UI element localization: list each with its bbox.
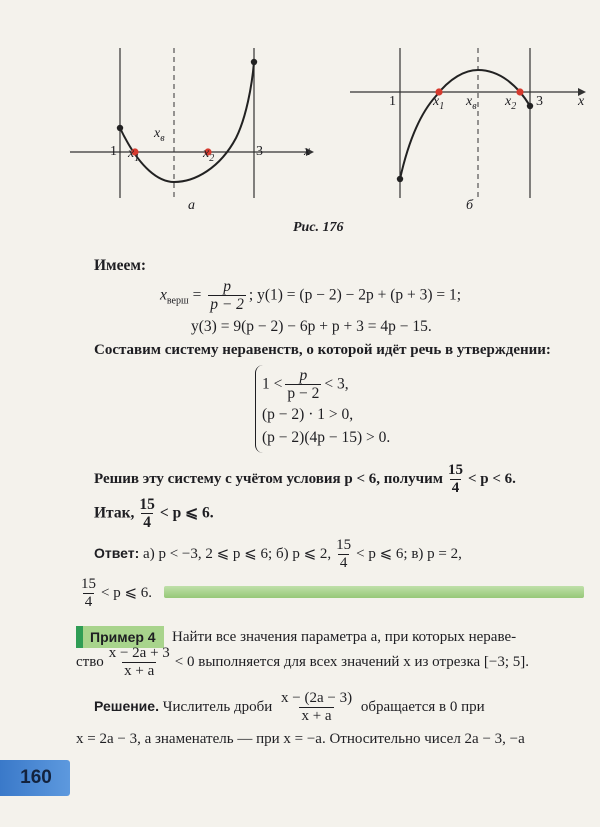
itak-line: Итак, $\frac{15}{4}$ < p ⩽ 6.: [94, 496, 214, 532]
system-intro: Составим систему неравенств, о которой идёт речь в утверждении:: [94, 342, 551, 358]
graph-a-root1-label: $x_1$: [128, 146, 140, 164]
graph-a-root2-label: $x_2$: [203, 146, 215, 164]
graph-a-label-3: 3: [256, 144, 263, 159]
answer-line-2: $\frac{15}{4}$ < p ⩽ 6.: [81, 576, 153, 610]
graph-b-vertex-label: $x_в$: [466, 94, 477, 112]
system-line-2: (p − 2) · 1 > 0,: [262, 406, 354, 423]
graph-b-root2-label: $x_2$: [505, 94, 517, 112]
graph-a-panel-label: а: [188, 198, 195, 213]
graph-b-root-2: [516, 88, 523, 95]
figure-caption: Рис. 176: [293, 220, 344, 235]
graph-a-point-left: [117, 125, 123, 131]
graph-b-parabola: [400, 70, 530, 179]
graph-a-parabola: [120, 62, 254, 182]
graph-b-panel-label: б: [466, 198, 474, 213]
graph-b-root1-label: $x_1$: [433, 94, 445, 112]
example-tag: Пример 4: [76, 626, 164, 648]
answer-line: Ответ: а) p < −3, 2 ⩽ p ⩽ 6; б) p ⩽ 2, $\frac{15}{4}$ < p ⩽ 6; в) p = 2,: [94, 537, 462, 571]
graph-a: [70, 48, 320, 223]
solution-line-2: x = 2a − 3, а знаменатель — при x = −a. Относительно чисел 2a − 3, −a: [76, 731, 525, 747]
solve-line: Решив эту систему с учётом условия p < 6, получим $\frac{15}{4}$ < p < 6.: [94, 462, 516, 496]
answer-divider: [164, 586, 584, 598]
graph-b: [350, 48, 600, 223]
vertex-formula: $x_{верш}$ = $\frac{p}{p - 2}$ ; y(1) = (p − 2) − 2p + (p + 3) = 1;: [160, 278, 462, 314]
example-text: Найти все значения параметра a, при которых нераве-: [172, 629, 517, 645]
intro-text: Имеем:: [94, 257, 147, 274]
graph-a-axis-label: x: [304, 144, 311, 159]
graph-a-label-1: 1: [110, 144, 117, 159]
graph-b-point-left: [397, 176, 403, 182]
graph-b-label-3: 3: [536, 94, 543, 109]
y3-formula: y(3) = 9(p − 2) − 6p + p + 3 = 4p − 15.: [191, 318, 432, 335]
graph-b-point-right: [527, 103, 533, 109]
system-line-3: (p − 2)(4p − 15) > 0.: [262, 429, 391, 446]
graph-b-axis-label: x: [578, 94, 585, 109]
system-line-1: 1 < $\frac{p}{p - 2}$ < 3,: [262, 367, 349, 403]
graph-a-vertex-label: $x_в$: [154, 126, 165, 144]
graph-b-label-1: 1: [389, 94, 396, 109]
page-number: 160: [20, 767, 52, 788]
example-line-2: ство $\frac{x - 2a + 3}{x + a}$ < 0 выполняется для всех значений x из отрезка [−3; 5].: [76, 645, 530, 679]
solution-line: Решение. Числитель дроби $\frac{x - (2a - 3)}{x + a}$ обращается в 0 при: [94, 690, 485, 724]
graph-a-point-right: [251, 59, 257, 65]
